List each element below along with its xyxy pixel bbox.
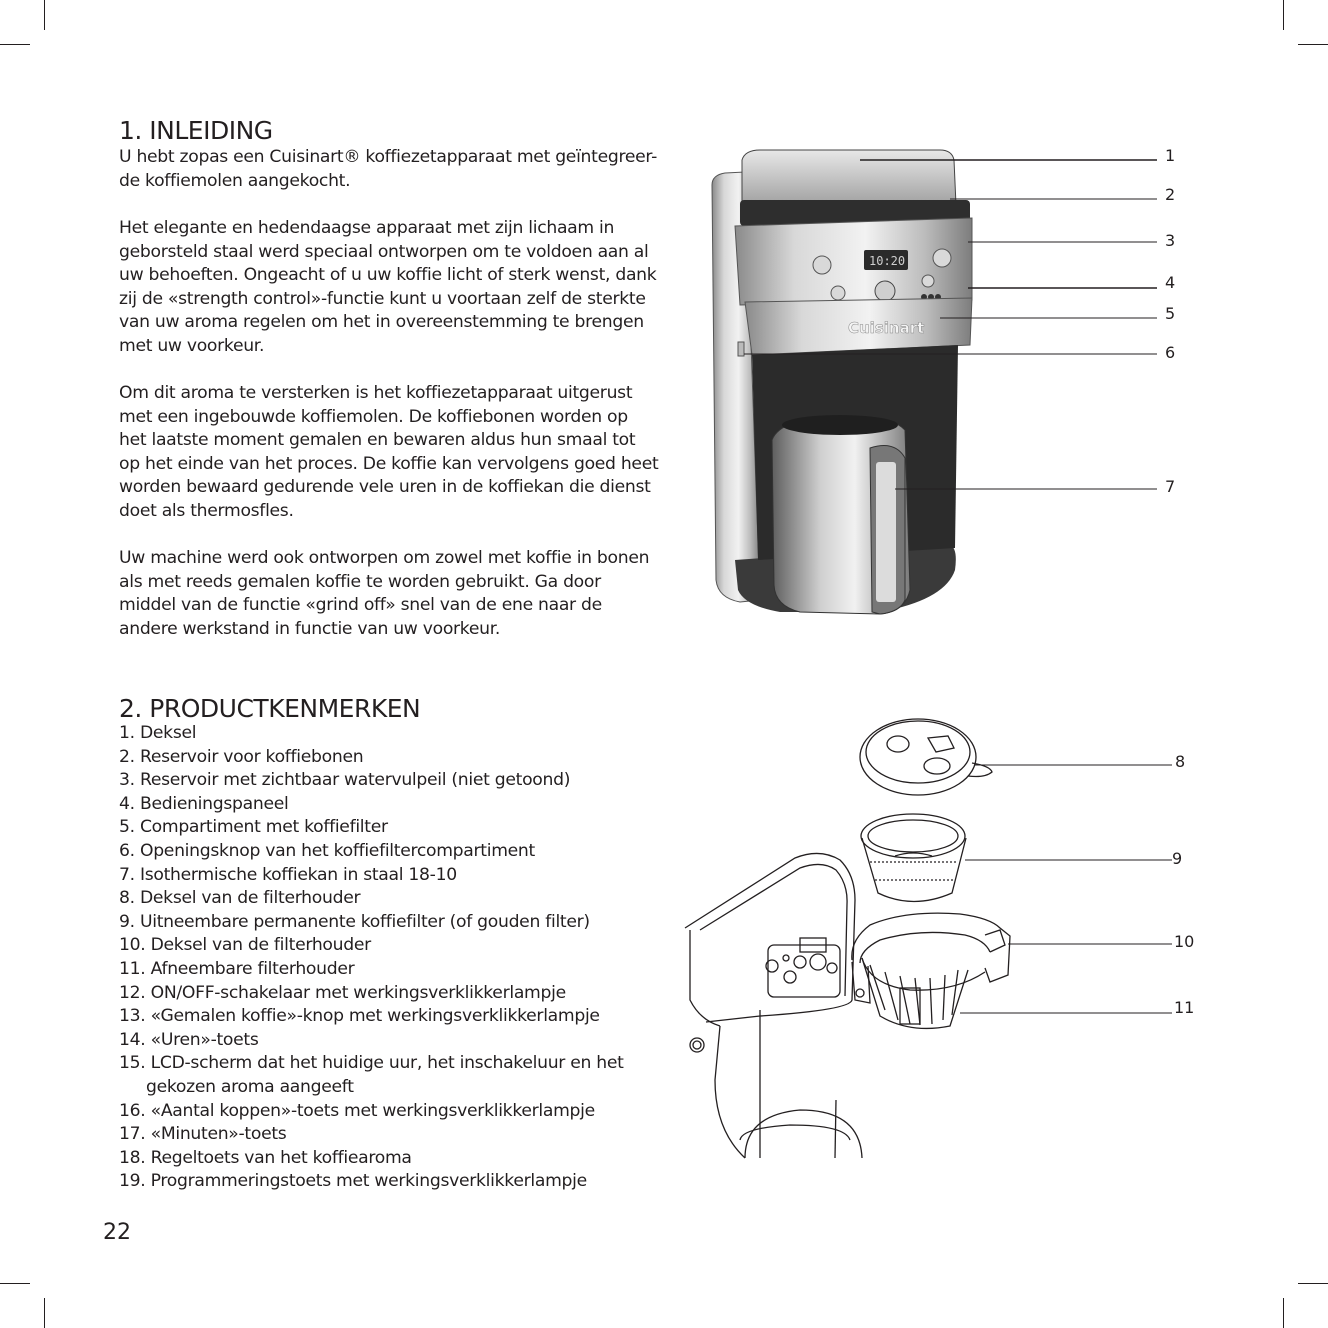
feature-item: 3. Reservoir met zichtbaar watervulpeil (niet getoond)	[119, 770, 571, 791]
feature-item: 6. Openingsknop van het koffiefiltercompartiment	[119, 840, 535, 861]
feature-item: 9. Uitneembare permanente koffiefilter (of gouden filter)	[119, 911, 590, 932]
feature-item: 17. «Minuten»-toets	[119, 1124, 287, 1145]
callout-number: 1	[1165, 146, 1176, 165]
page-number: 22	[103, 1220, 131, 1245]
callout-number: 3	[1165, 231, 1176, 250]
callout-number: 9	[1172, 849, 1183, 868]
callout-number: 6	[1165, 343, 1176, 362]
feature-item: 15. LCD-scherm dat het huidige uur, het inschakeluur en het gekozen aroma aangeeft	[119, 1053, 624, 1097]
intro-paragraph: Uw machine werd ook ontworpen om zowel met koffie in bonen als met reeds gemalen koffie te worden gebruikt. Ga door middel van de functie «grind off» snel van de ene naar de andere werkstand in functie van uw voorkeur.	[119, 548, 650, 639]
callout-number: 11	[1174, 998, 1195, 1017]
section-heading-features: 2. PRODUCTKENMERKEN	[119, 694, 421, 723]
feature-item: 18. Regeltoets van het koffiearoma	[119, 1147, 412, 1168]
feature-item: 7. Isothermische koffiekan in staal 18-10	[119, 864, 457, 885]
feature-item: 10. Deksel van de filterhouder	[119, 935, 371, 956]
feature-item: 13. «Gemalen koffie»-knop met werkingsverklikkerlampje	[119, 1006, 600, 1027]
callout-number: 2	[1165, 185, 1176, 204]
feature-item: 4. Bedieningspaneel	[119, 793, 289, 814]
feature-item: 16. «Aantal koppen»-toets met werkingsverklikkerlampje	[119, 1100, 595, 1121]
brand-logo: Cuisinart	[848, 319, 925, 337]
callout-number: 7	[1165, 477, 1176, 496]
feature-item: 11. Afneembare filterhouder	[119, 958, 355, 979]
permanent-filter	[861, 814, 966, 902]
callout-number: 5	[1165, 304, 1176, 323]
intro-paragraph: Het elegante en hedendaagse apparaat met zijn lichaam in geborsteld staal werd speciaal ontworpen om te voldoen aan al uw behoeften. Ongeacht of u uw koffie licht of sterk wenst, dank zij de «strength control»-functie kunt u voortaan zelf de sterkte van uw aroma regelen om het in overeenstemming te brengen met uw voorkeur.	[119, 218, 657, 356]
callout-number: 8	[1175, 752, 1186, 771]
feature-item: 19. Programmeringstoets met werkingsverklikkerlampje	[119, 1171, 587, 1192]
callout-number: 4	[1165, 273, 1176, 292]
machine-outline	[685, 853, 862, 1158]
feature-item: 1. Deksel	[119, 723, 197, 743]
feature-item: 5. Compartiment met koffiefilter	[119, 817, 388, 838]
intro-paragraph: Om dit aroma te versterken is het koffiezetapparaat uitgerust met een ingebouwde koffiemolen. De koffiebonen worden op het laatste moment gemalen en bewaren aldus hun smaal tot op het einde van het proces. De koffie kan vervolgens goed heet worden bewaard gedurende vele uren in de koffiekan die dienst doet als thermosfles.	[119, 383, 659, 521]
callout-number: 10	[1174, 932, 1195, 951]
feature-item: 14. «Uren»-toets	[119, 1029, 259, 1050]
feature-item: 2. Reservoir voor koffiebonen	[119, 746, 364, 767]
section-heading-intro: 1. INLEIDING	[119, 116, 273, 145]
feature-item: 8. Deksel van de filterhouder	[119, 888, 361, 909]
filter-holder-lid	[860, 719, 992, 795]
intro-paragraph: U hebt zopas een Cuisinart® koffiezetapparaat met geïntegreer-de koffiemolen aangekocht.	[119, 147, 657, 191]
filter-holder	[852, 913, 1010, 1028]
lcd-time: 10:20	[869, 254, 906, 268]
feature-item: 12. ON/OFF-schakelaar met werkingsverklikkerlampje	[119, 982, 566, 1003]
